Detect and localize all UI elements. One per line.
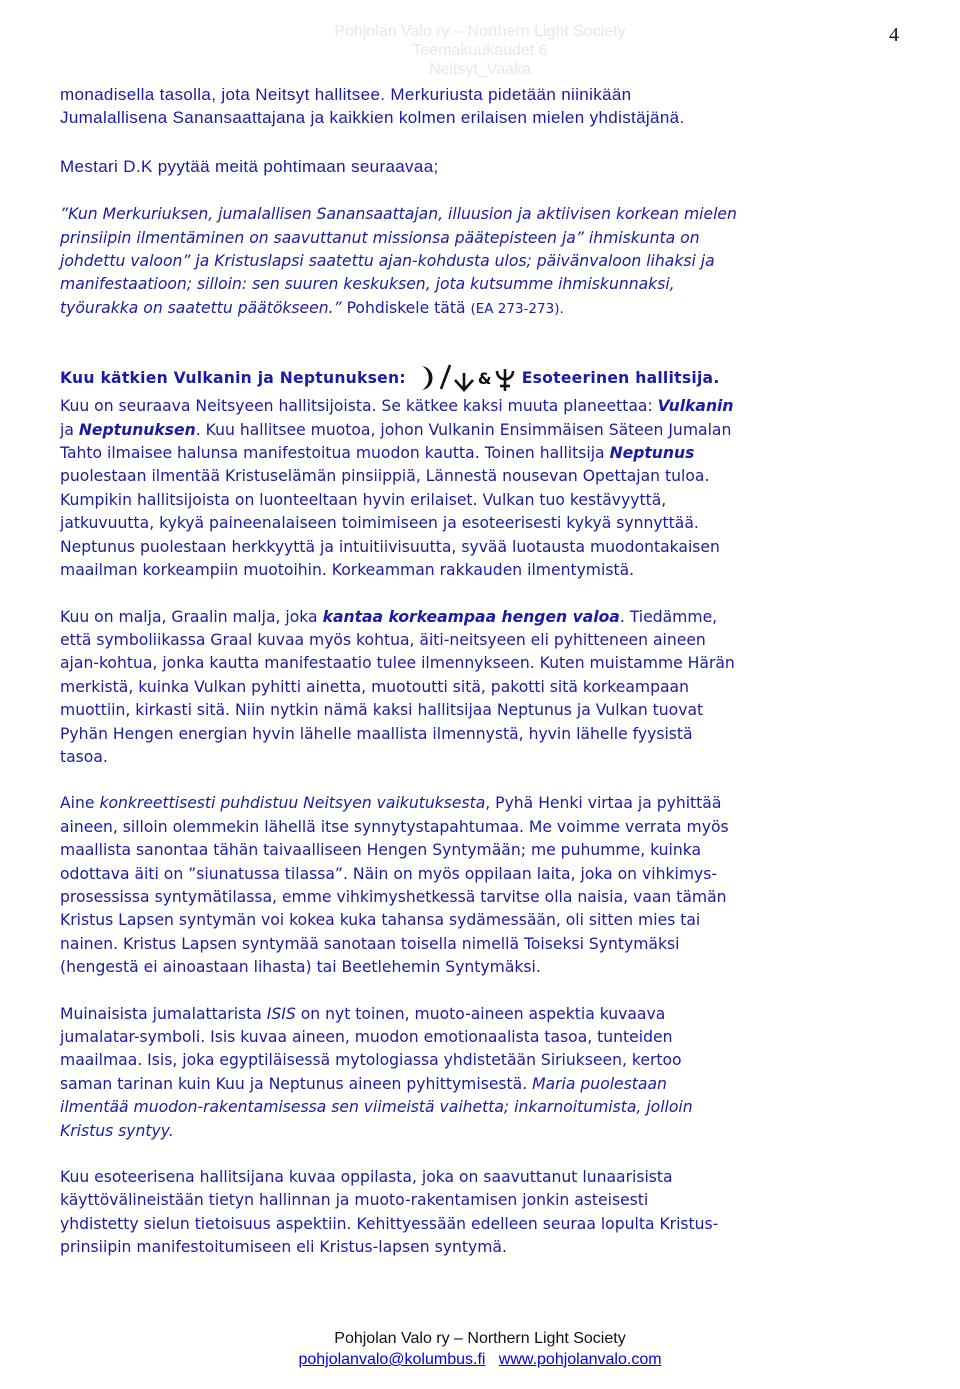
email-link[interactable]: pohjolanvalo@kolumbus.fi [298,1351,486,1368]
slash-icon [438,363,452,393]
text-line: Pyhän Hengen energian hyvin lähelle maallista ilmennystä, hyvin lähelle fyysistä [60,724,693,743]
text-line: Neptunus puolestaan herkkyyttä ja intuitiivisuutta, syvää luotausta muodontakaisen [60,537,720,556]
footer-org: Pohjolan Valo ry – Northern Light Society [334,1330,626,1347]
heading-left: Kuu kätkien Vulkanin ja Neptunuksen: [60,368,406,387]
intro-line: Jumalallisena Sanansaattajana ja kaikkien kolmen erilaisen mielen yhdistäjänä. [60,108,685,128]
text-line: käyttövälineistään tietyn hallinnan ja muoto-rakentamisen jonkin asteisesti [60,1191,649,1210]
text-run: on nyt toinen, muoto-aineen aspektia kuvaava [295,1004,666,1023]
header-org: Pohjolan Valo ry – Northern Light Society [334,23,626,40]
text-line: että symboliikassa Graal kuvaa myös kohtua, äiti-neitsyeen eli pyhitteneen aineen [60,630,706,649]
text-run: Kuu on malja, Graalin malja, joka [60,607,323,626]
neptune-icon [494,363,516,393]
document-body [60,83,910,1260]
text-line: ajan-kohtua, jonka kautta manifestaatio tulee ilmennykseen. Kuten muistamme Härän [60,654,735,673]
text-run: . Tiedämme, [619,607,718,626]
emphasis-italic: konkreettisesti puhdistuu Neitsyen vaikutuksesta [99,794,486,813]
planet-symbols [416,363,516,393]
text-line: tasoa. [60,747,108,766]
text-run: Muinaisista jumalattarista [60,1004,267,1023]
text-line: maallista sanontaa tähän taivaalliseen Hengen Syntymään; me puhumme, kuinka [60,841,702,860]
quote-line: johdettu valoon” ja Kristuslapsi saatettu ajan-kohdusta ulos; päivänvaloon lihaksi ja [60,252,715,271]
emphasis-isis: ISIS [266,1004,296,1023]
vulcan-icon [452,363,476,393]
text-line: maailman korkeampiin muotoihin. Korkeamman rakkauden ilmentymistä. [60,561,635,580]
heading-right: Esoteerinen hallitsija. [521,368,720,387]
text-run: . Kuu hallitsee muotoa, johon Vulkanin Ensimmäisen Säteen Jumalan [195,420,732,439]
text-run: Aine [60,794,100,813]
page-number: 4 [889,24,899,46]
quote-tail: Pohdiskele tätä [341,298,471,317]
text-line: Kristus syntyy. [60,1121,174,1140]
footer-links [0,1351,960,1369]
text-run: Tahto ilmaisee halunsa manifestoitua muodon kautta. Toinen hallitsija [60,444,610,463]
emphasis-neptunus: Neptunus [609,444,695,463]
emphasis-vulkanin: Vulkanin [657,397,734,416]
text-line: odottava äiti on ”siunatussa tilassa”. Näin on myös oppilaan laita, joka on vihkimys- [60,864,717,883]
text-line: Kristus Lapsen syntymän voi kokea kuka tahansa sydämessään, oli sitten mies tai [60,911,701,930]
quote-line: työurakka on saatettu päätökseen.” [60,298,342,317]
mestari-line: Mestari D.K pyytää meitä pohtimaan seuraavaa; [60,156,439,176]
emphasis-neptunuksen: Neptunuksen [78,420,196,439]
quote-line: manifestaatioon; silloin: sen suuren keskuksen, jota kutsumme ihmiskunnaksi, [60,275,675,294]
paragraph-aine [60,792,910,979]
intro-paragraph [60,83,910,130]
text-line: aineen, silloin olemmekin lähellä itse synnytystapahtumaa. Me voimme verrata myös [60,817,729,836]
text-line: jatkuvuutta, kykyä paineenalaiseen toimimiseen ja esoteerisesti kykyä synnyttää. [60,514,699,533]
quote-reference: (EA 273-273). [470,300,564,317]
intro-line: monadisella tasolla, jota Neitsyt hallitsee. Merkuriusta pidetään niinikään [60,85,632,104]
text-run: Kuu on seuraava Neitsyeen hallitsijoista. Se kätkee kaksi muuta planeettaa: [60,397,658,416]
emphasis-hengen-valoa: kantaa korkeampaa hengen valoa [322,607,620,626]
website-link[interactable]: www.pohjolanvalo.com [498,1351,662,1368]
section-heading [60,361,910,395]
text-line: maailmaa. Isis, joka egyptiläisessä mytologiassa yhdistetään Siriukseen, kertoo [60,1051,682,1070]
text-line: yhdistetty sielun tietoisuus aspektiin. Kehittyessään edelleen seuraa lopulta Kristus- [60,1214,719,1233]
paragraph-esoteric-ruler [60,1166,910,1260]
text-line: Kumpikin hallitsijoista on luonteeltaan hyvin erilaiset. Vulkan tuo kestävyyttä, [60,490,667,509]
text-line: prinsiipin manifestoitumiseen eli Kristus-lapsen syntymä. [60,1238,507,1257]
header-topic: Neitsyt_Vaaka [429,61,531,78]
text-line: ilmentää muodon-rakentamisessa sen viimeistä vaihetta; inkarnoitumista, jolloin [60,1098,693,1117]
text-line: muottiin, kirkasti sitä. Niin nytkin nämä kaksi hallitsijaa Neptunus ja Vulkan tuovat [60,701,704,720]
quote-paragraph [60,203,910,321]
text-line: jumalatar-symboli. Isis kuvaa aineen, muodon emotionaalista tasoa, tunteiden [60,1028,673,1046]
text-line: Kuu esoteerisena hallitsijana kuvaa oppilasta, joka on saavuttanut lunaarisista [60,1168,673,1187]
ampersand: & [477,369,492,388]
emphasis-italic: Maria puolestaan [532,1074,667,1093]
header-series: Teemakuukaudet 6 [412,42,548,59]
paragraph-isis [60,1003,910,1143]
quote-line: prinsiipin ilmentäminen on saavuttanut missionsa päätepisteen ja” ihmiskunta on [60,228,700,247]
text-line: merkistä, kuinka Vulkan pyhitti ainetta, muotoutti sitä, pakotti sitä korkeampaan [60,677,689,696]
text-run: , Pyhä Henki virtaa ja pyhittää [485,794,722,813]
text-run: saman tarinan kuin Kuu ja Neptunus aineen pyhittymisestä. [60,1074,533,1093]
text-line: puolestaan ilmentää Kristuselämän pinsiippiä, Lännestä nousevan Opettajan tuloa. [60,467,710,486]
paragraph-moon-rulers [60,395,910,582]
paragraph-graal [60,606,910,770]
text-run: ja [60,420,79,439]
text-line: prosessissa syntymätilassa, emme vihkimyshetkessä tarvitse olla naisia, vaan tämän [60,887,727,906]
text-line: (hengestä ei ainoastaan lihasta) tai Beetlehemin Syntymäksi. [60,958,541,977]
text-line: nainen. Kristus Lapsen syntymää sanotaan toisella nimellä Toiseksi Syntymäksi [60,934,680,953]
quote-line: ”Kun Merkuriuksen, jumalallisen Sanansaattajan, illuusion ja aktiivisen korkean mielen [60,205,737,224]
moon-icon [416,363,438,393]
